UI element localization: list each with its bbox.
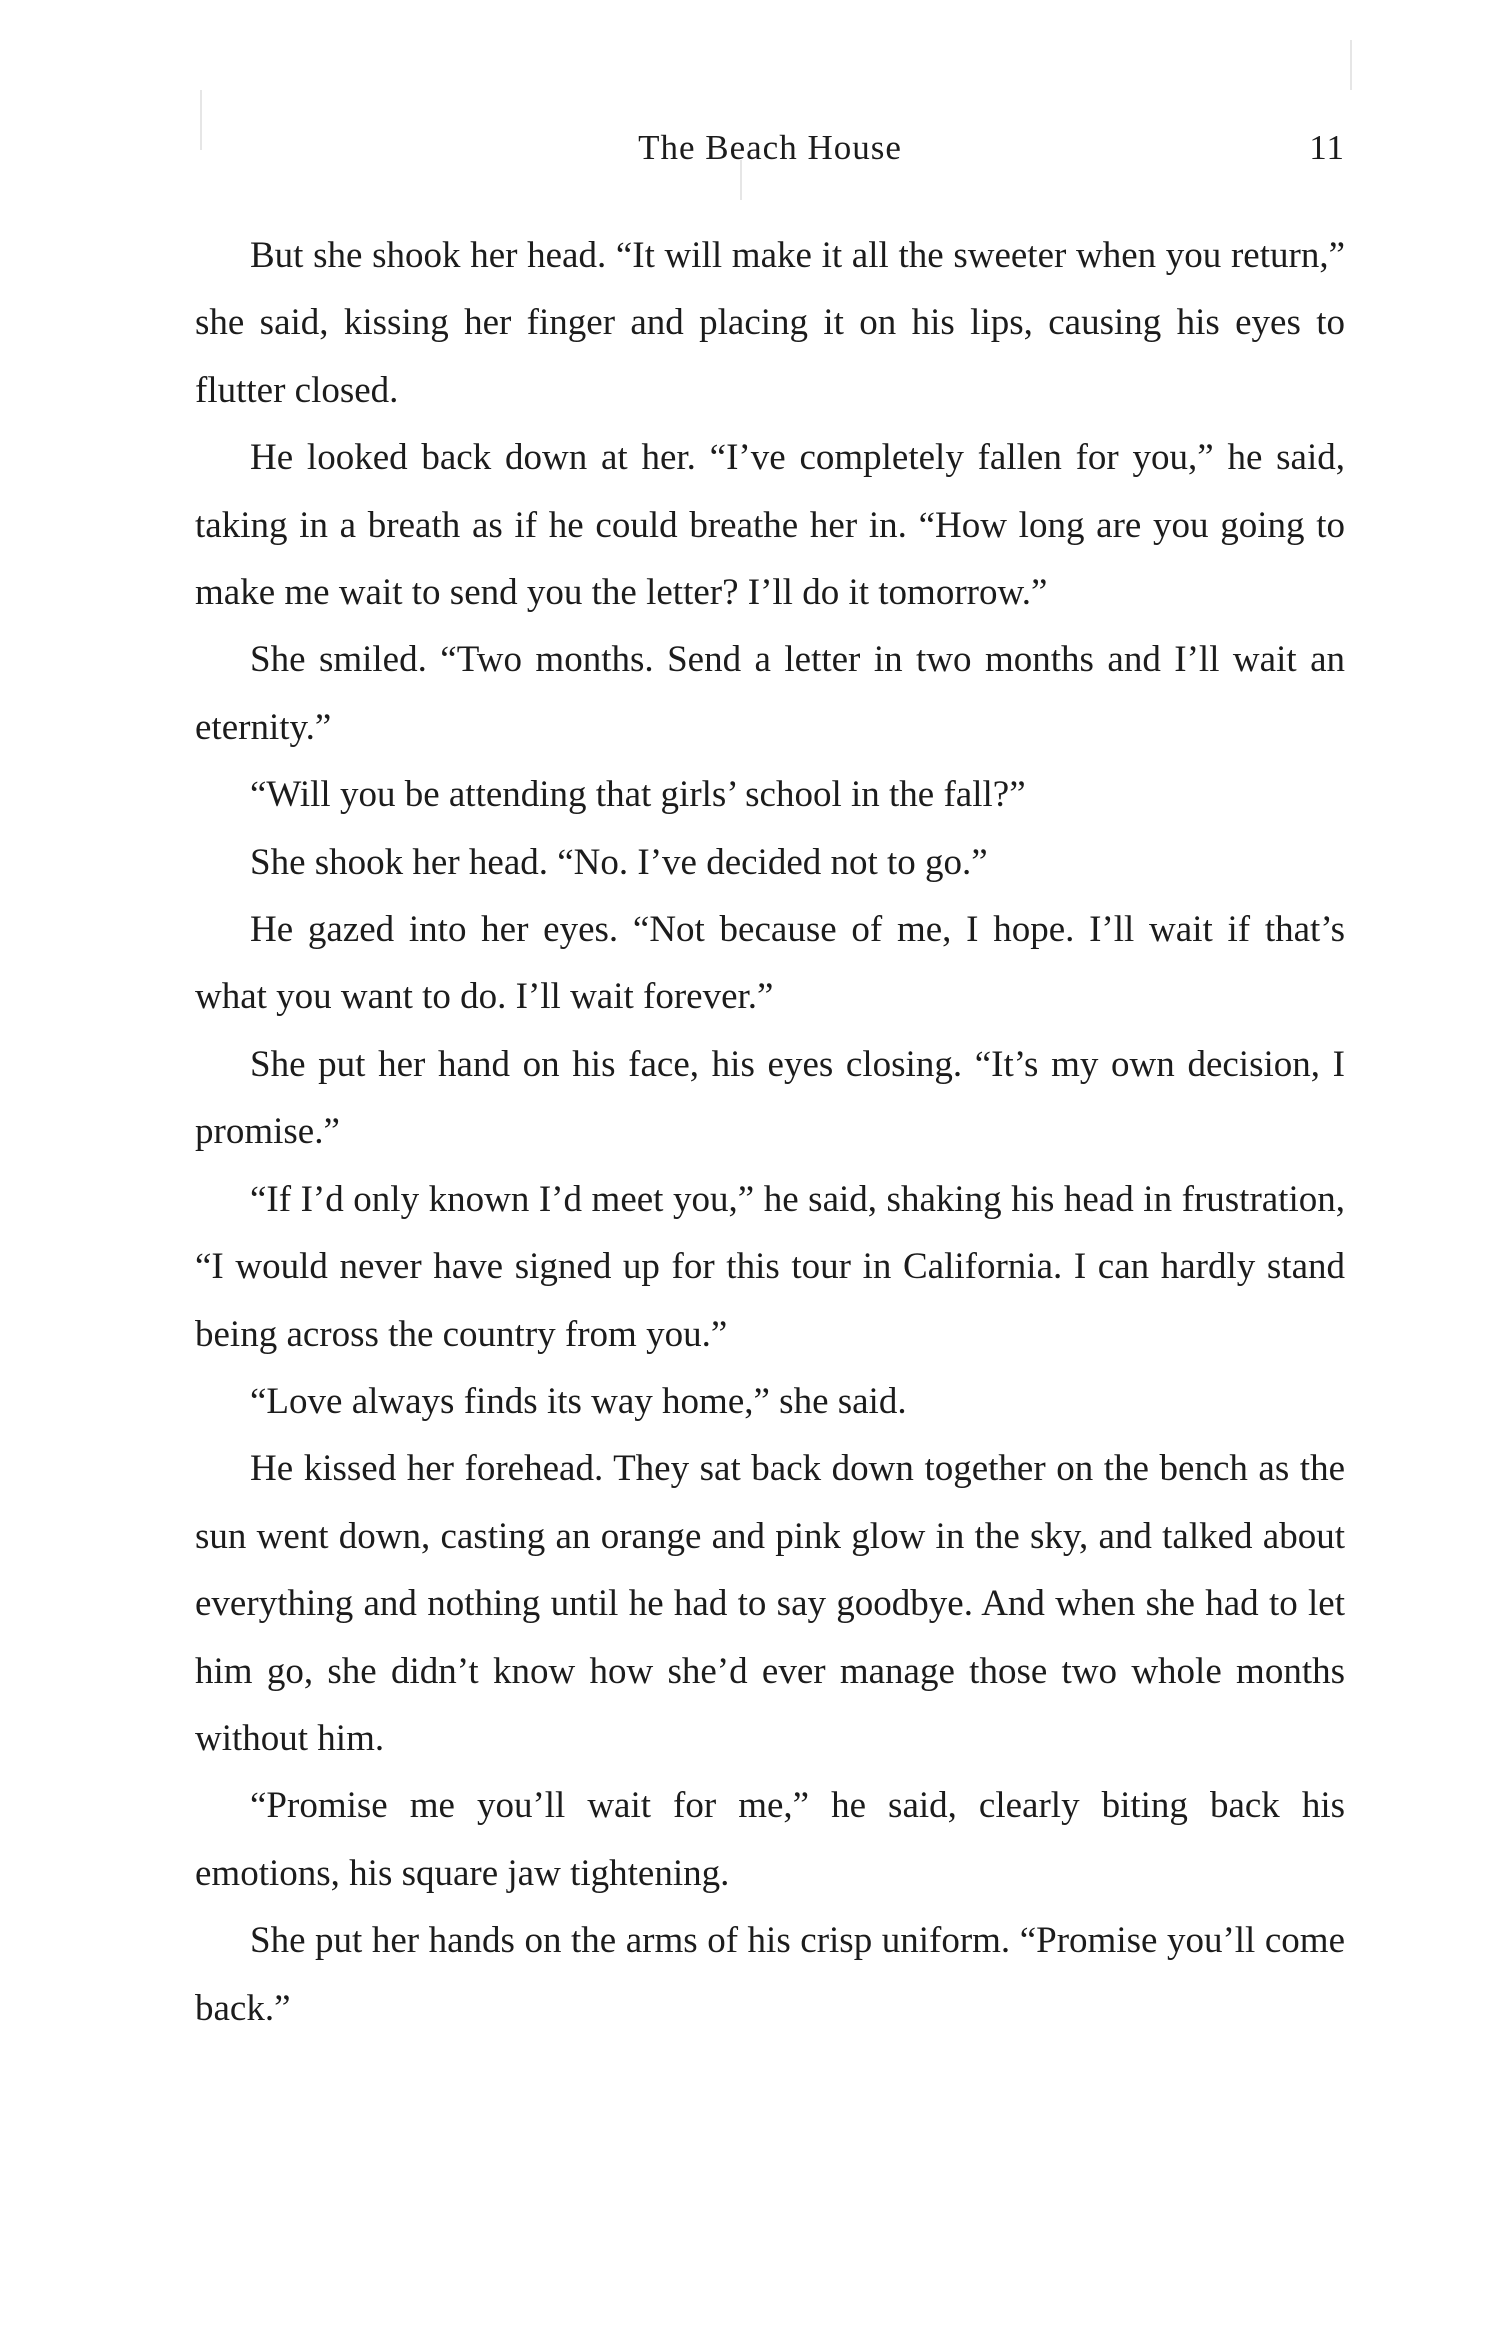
- scan-artifact-line: [1350, 40, 1352, 90]
- paragraph: She shook her head. “No. I’ve decided not to go.”: [250, 841, 988, 883]
- body-text: [195, 222, 1345, 2042]
- running-title: The Beach House: [638, 128, 902, 167]
- paragraph: She put her hands on the arms of his crisp uniform. “Promise you’ll come back.”: [195, 1920, 1345, 2029]
- paragraph: “Love always finds its way home,” she said.: [250, 1380, 907, 1422]
- paragraph: She put her hand on his face, his eyes closing. “It’s my own decision, I promise.”: [195, 1043, 1345, 1153]
- page-number: 11: [1309, 128, 1345, 167]
- paragraph: “If I’d only known I’d meet you,” he said, shaking his head in frustration, “I would never have signed up for this tour in California. I can hardly stand being across the country from you.”: [195, 1178, 1345, 1355]
- paragraph: She smiled. “Two months. Send a letter in two months and I’ll wait an eternity.”: [195, 639, 1345, 748]
- paragraph: He kissed her forehead. They sat back down together on the bench as the sun went down, casting an orange and pink glow in the sky, and talked about everything and nothing until he had to say goodbye. And when she had to let him go, she didn’t know how she’d ever manage those two whole months without him.: [195, 1448, 1345, 1759]
- paragraph: He gazed into her eyes. “Not because of me, I hope. I’ll wait if that’s what you want to do. I’ll wait forever.”: [195, 909, 1345, 1018]
- running-header: [195, 128, 1345, 178]
- paragraph: But she shook her head. “It will make it all the sweeter when you return,” she said, kissing her finger and placing it on his lips, causing his eyes to flutter closed.: [195, 235, 1345, 411]
- paragraph: “Will you be attending that girls’ school in the fall?”: [250, 774, 1026, 816]
- paragraph: He looked back down at her. “I’ve completely fallen for you,” he said, taking in a breath as if he could breathe her in. “How long are you going to make me wait to send you the letter? I’ll do it tomorrow.”: [195, 437, 1345, 614]
- paragraph: “Promise me you’ll wait for me,” he said, clearly biting back his emotions, his square jaw tightening.: [195, 1785, 1345, 1894]
